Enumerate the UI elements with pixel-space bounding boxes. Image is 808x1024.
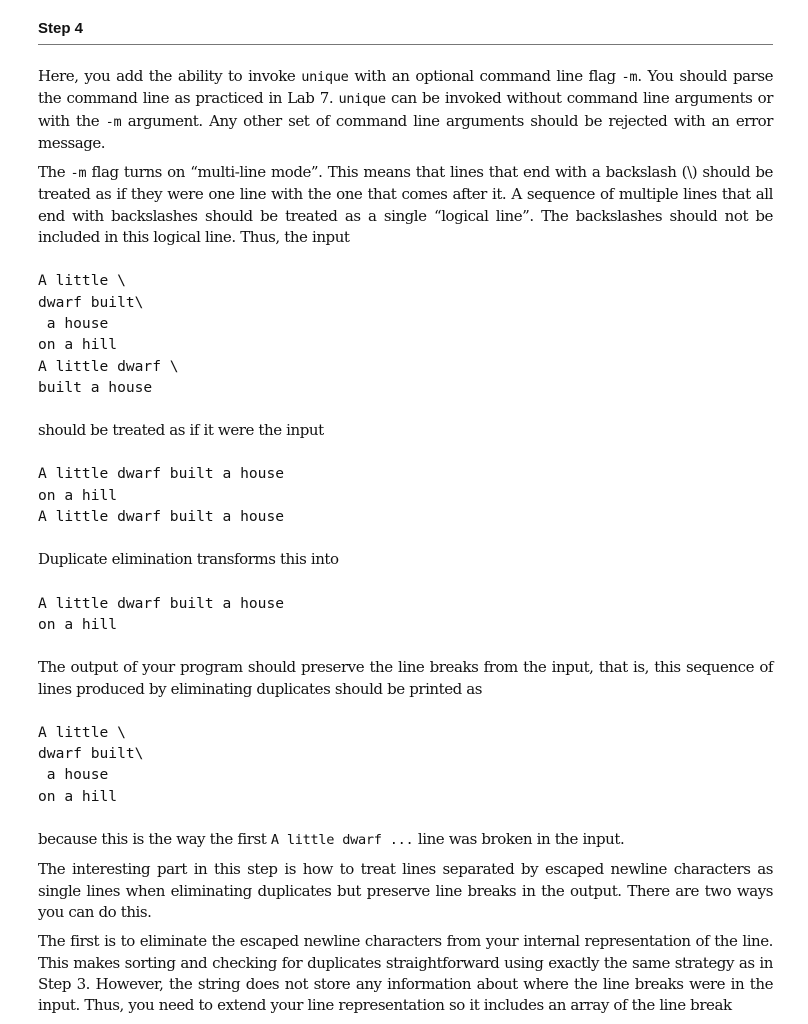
- inline-code: A little dwarf ...: [270, 832, 414, 849]
- code-block-deduplicated: A little dwarf built a house on a hill: [38, 594, 285, 633]
- treated-as-paragraph: should be treated as if it were the input: [38, 421, 324, 440]
- intro-paragraph: Here, you add the ability to invoke unique with an optional command line flag -m. You should parse the command line as practiced in Lab 7. unique can be invoked without command line arguments or with the -m argument. Any other set of command line arguments should be rejected with an error message.: [38, 67, 773, 152]
- inline-code: -m: [621, 69, 638, 85]
- inline-code: unique: [338, 91, 386, 108]
- code-block-input: A little \ dwarf built\ a house on a hill A little dwarf \ built a house: [38, 272, 179, 396]
- first-approach-paragraph: The first is to eliminate the escaped newline characters from your internal representation of the line. This makes sorting and checking for duplicates straightforward using exactly the same strategy as in Step 3. However, the string does not store any information about where the line breaks were in the input. Thus, you need to extend your line representation so it includes an array of the line break: [38, 932, 773, 1015]
- interesting-part-paragraph: The interesting part in this step is how to treat lines separated by escaped newline characters as single lines when eliminating duplicates but preserve line breaks in the output. There are two ways you can do this.: [38, 860, 773, 921]
- code-block-logical-input: A little dwarf built a house on a hill A little dwarf built a house: [38, 465, 285, 526]
- inline-code: unique: [301, 69, 349, 85]
- heading-rule: [38, 44, 773, 45]
- code-block-output: A little \ dwarf built\ a house on a hill: [38, 723, 144, 805]
- inline-code: -m: [70, 165, 87, 182]
- multiline-mode-paragraph: The -m flag turns on “multi-line mode”. This means that lines that end with a backslash (\) should be treated as if they were one line with the one that comes after it. A sequence of multiple lines that all end with backslashes should be treated as a single “logical line”. The backslashes should not be included in this logical line. Thus, the input: [38, 163, 773, 247]
- output-paragraph: The output of your program should preserve the line breaks from the input, that is, this sequence of lines produced by eliminating duplicates should be printed as: [38, 658, 773, 698]
- document-body: [38, 66, 773, 1024]
- step-heading: Step 4: [38, 20, 84, 37]
- duplicate-elimination-paragraph: Duplicate elimination transforms this into: [38, 550, 339, 569]
- inline-code: -m: [105, 113, 122, 130]
- because-paragraph: because this is the way the first A little dwarf ... line was broken in the input.: [38, 830, 625, 849]
